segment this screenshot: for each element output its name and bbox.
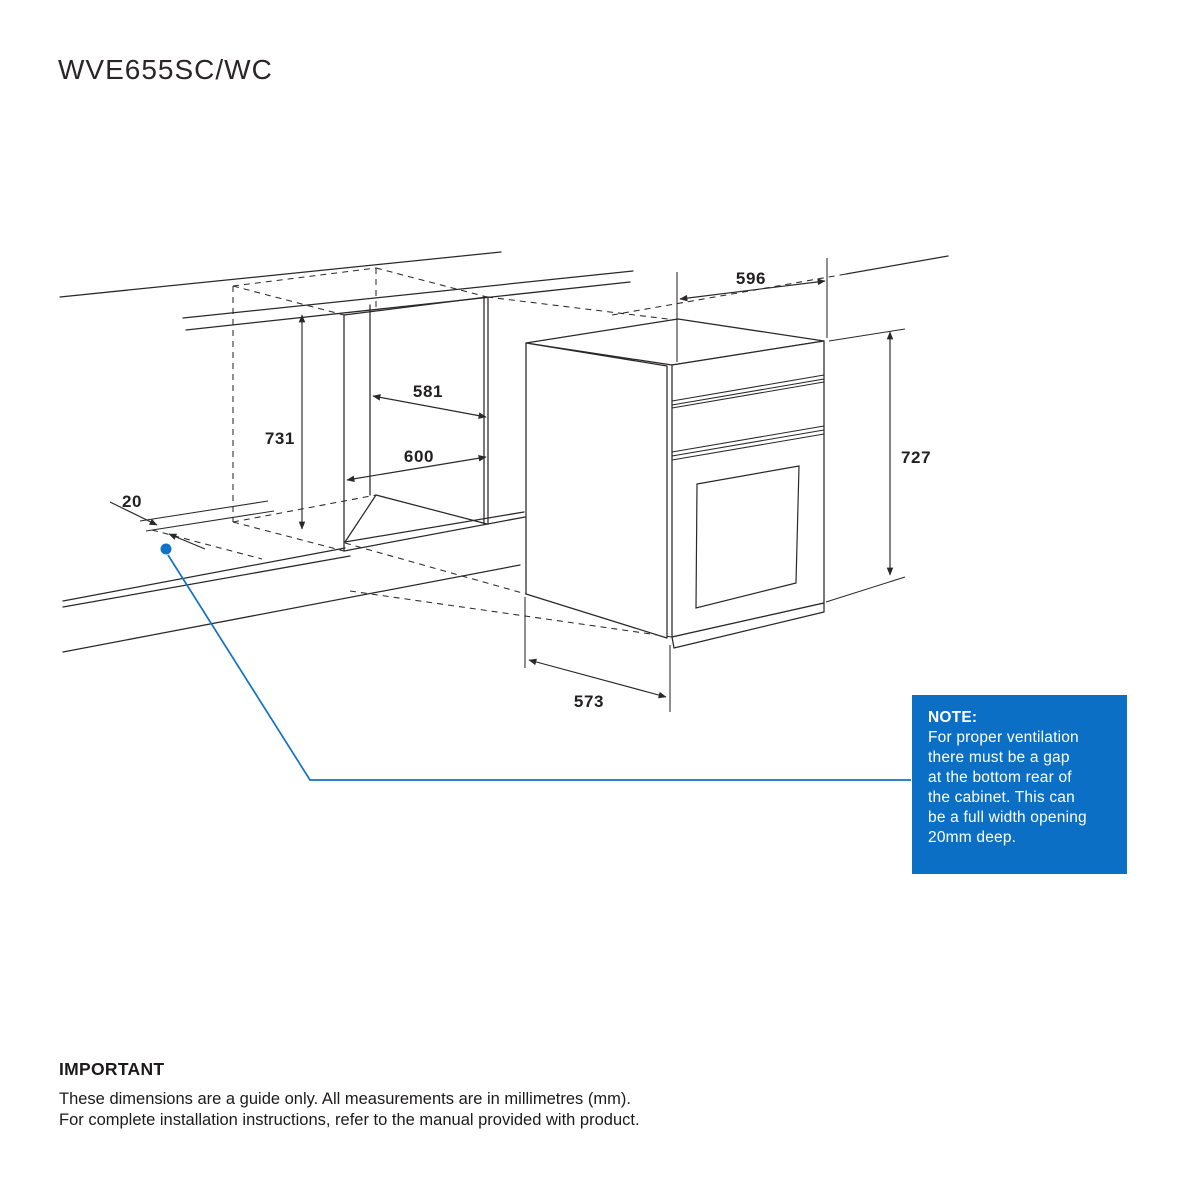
rear-gap-lines <box>140 501 274 531</box>
footer-line-2: For complete installation instructions, refer to the manual provided with product. <box>59 1111 640 1129</box>
dim-label-cutout-depth: 581 <box>412 382 444 401</box>
dimension-731 <box>265 315 302 529</box>
note-line: at the bottom rear of <box>928 769 1072 786</box>
dim-label-oven-depth: 573 <box>573 692 605 711</box>
cabinet-base-lines <box>63 548 520 652</box>
oven <box>526 319 824 648</box>
note-heading: NOTE: <box>928 709 978 726</box>
note-line: the cabinet. This can <box>928 789 1075 806</box>
note-box <box>912 695 1127 874</box>
footer <box>59 1059 1119 1131</box>
page-title: WVE655SC/WC <box>58 54 273 85</box>
cabinet-cutout <box>344 297 525 551</box>
note-line: 20mm deep. <box>928 829 1017 846</box>
dim-label-rear-gap: 20 <box>121 492 143 511</box>
dimension-727 <box>826 329 931 602</box>
dim-label-top-width: 596 <box>735 269 767 288</box>
dimension-581 <box>373 382 486 417</box>
callout-dot <box>161 544 172 555</box>
dimension-20 <box>110 492 205 549</box>
dim-label-cutout-width: 600 <box>403 447 435 466</box>
dim-label-cutout-height: 731 <box>264 429 295 448</box>
footer-line-1: These dimensions are a guide only. All measurements are in millimetres (mm). <box>59 1090 631 1108</box>
note-line: be a full width opening <box>928 809 1087 826</box>
oven-door-window <box>696 466 799 608</box>
dim-label-oven-height: 727 <box>901 448 932 467</box>
dimension-600 <box>347 447 486 480</box>
footer-heading: IMPORTANT <box>59 1059 165 1079</box>
benchtop-lines <box>60 252 948 330</box>
note-line: For proper ventilation <box>928 729 1079 746</box>
note-line: there must be a gap <box>928 749 1070 766</box>
